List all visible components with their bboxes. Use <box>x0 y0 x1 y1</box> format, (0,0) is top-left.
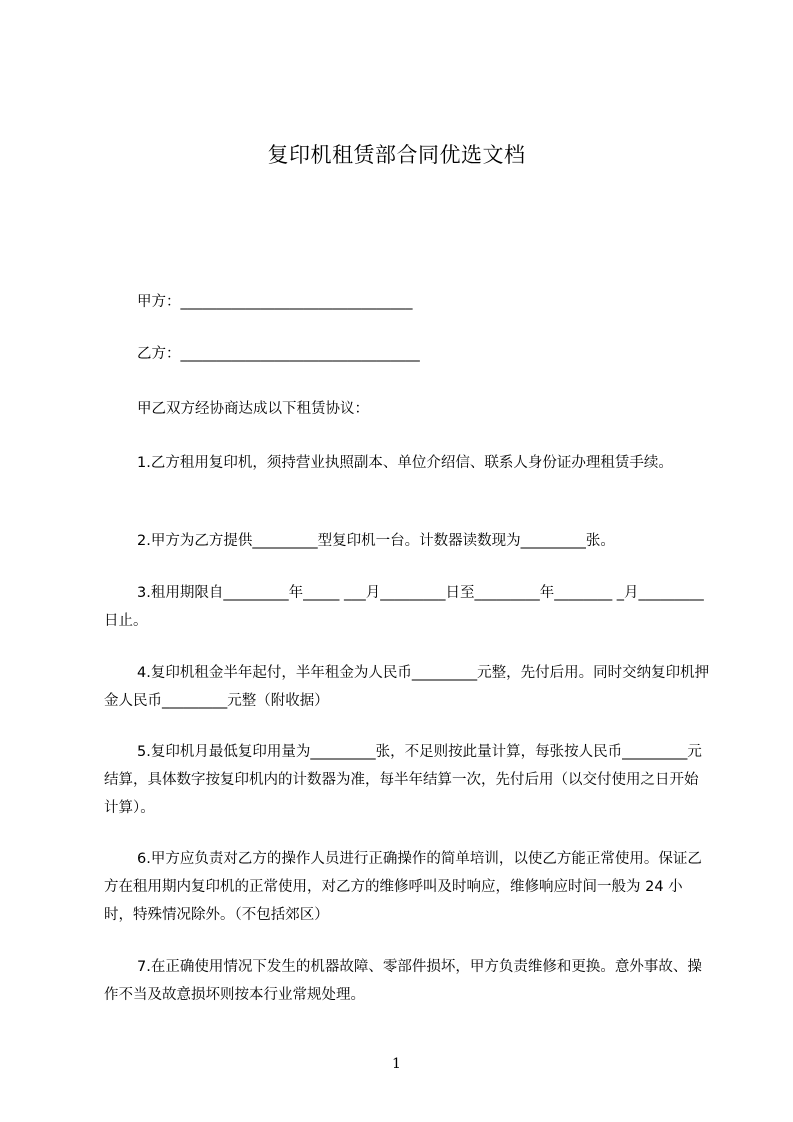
party-a-line: 甲方：________________________________ <box>137 294 413 310</box>
clause-4: 4.复印机租金半年起付，半年租金为人民币_________元整，先付后用。同时交纳复印机押金人民币_________元整（附收据） <box>104 665 710 709</box>
party-b-line: 乙方：_________________________________ <box>137 346 420 362</box>
clause-6: 6.甲方应负责对乙方的操作人员进行正确操作的简单培训，以使乙方能正常使用。保证乙方在租用期内复印机的正常使用，对乙方的维修呼叫及时响应，维修响应时间一般为 24 小时，特殊情况除外。（不包括郊区） <box>104 851 702 923</box>
clause-7: 7.在正确使用情况下发生的机器故障、零部件损坏，甲方负责维修和更换。意外事故、操作不当及故意损坏则按本行业常规处理。 <box>104 959 702 1003</box>
clause-1: 1.乙方租用复印机，须持营业执照副本、单位介绍信、联系人身份证办理租赁手续。 <box>137 455 673 471</box>
clause-3: 3.租用期限自_________年_____ ___月_________日至_________年________ _月_________日止。 <box>104 585 704 629</box>
clause-5: 5.复印机月最低复印用量为_________张，不足则按此量计算，每张按人民币_________元结算，具体数字按复印机内的计数器为准，每半年结算一次，先付后用（以交付使用之日开始计算）。 <box>104 744 702 816</box>
page-number: 1 <box>392 1056 401 1072</box>
document-title: 复印机租赁部合同优选文档 <box>267 143 526 167</box>
agreement-intro: 甲乙双方经协商达成以下租赁协议： <box>137 401 369 417</box>
clause-2: 2.甲方为乙方提供_________型复印机一台。计数器读数现为_________张。 <box>137 533 615 549</box>
